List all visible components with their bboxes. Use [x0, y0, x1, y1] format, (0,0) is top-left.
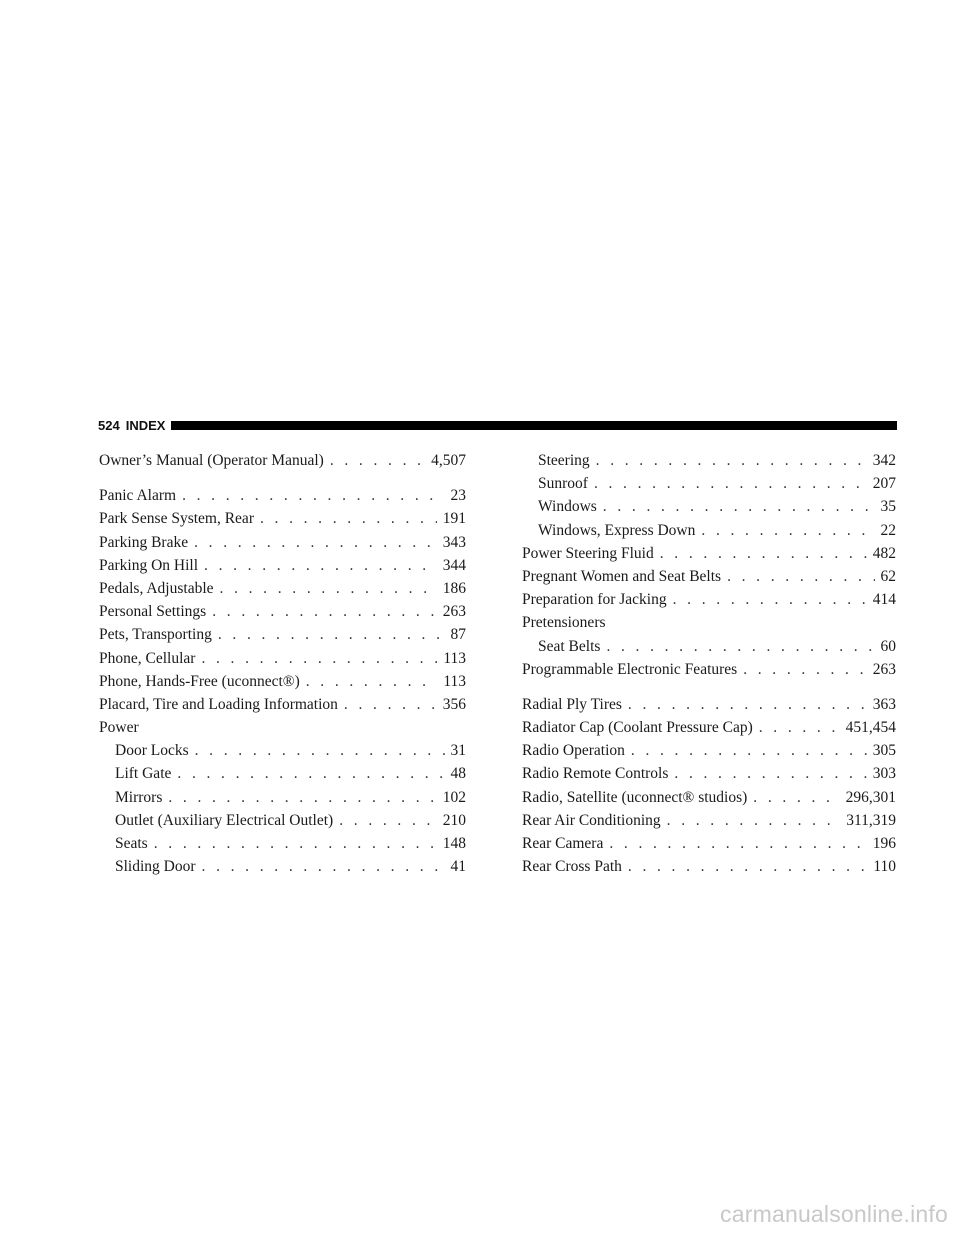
leader-dots	[154, 832, 437, 855]
entry-label: Mirrors	[115, 788, 163, 806]
index-entry	[522, 739, 896, 762]
entry-page: 207	[872, 475, 896, 493]
entry-label: Seat Belts	[538, 637, 601, 655]
index-entry	[522, 449, 896, 472]
index-entry	[99, 449, 466, 472]
index-entry	[99, 786, 466, 809]
entry-page: 35	[880, 498, 896, 516]
entry-label: Power	[99, 719, 139, 737]
entry-page: 22	[880, 521, 896, 539]
leader-dots	[609, 832, 866, 855]
index-entry	[522, 693, 896, 716]
leader-dots	[701, 519, 874, 542]
entry-label: Programmable Electronic Features	[522, 660, 738, 678]
index-entry	[99, 855, 466, 878]
index-entry	[99, 484, 466, 507]
index-entry	[99, 809, 466, 832]
leader-dots	[603, 495, 875, 518]
index-entry	[99, 647, 466, 670]
index-entry	[99, 670, 466, 693]
entry-page: 148	[442, 835, 466, 852]
leader-dots	[631, 739, 867, 762]
leader-dots	[628, 855, 867, 878]
index-entry	[522, 519, 896, 542]
entry-label: Pretensioners	[522, 614, 606, 632]
leader-dots	[628, 693, 867, 716]
index-entry	[99, 693, 466, 716]
leader-dots	[202, 855, 445, 878]
leader-dots	[306, 670, 438, 693]
index-entry	[99, 832, 466, 855]
entry-label: Parking On Hill	[99, 556, 199, 574]
leader-dots	[660, 542, 867, 565]
section-title: INDEX	[125, 417, 166, 433]
leader-dots	[674, 762, 866, 785]
index-entry	[522, 786, 896, 809]
entry-page: 303	[872, 765, 896, 783]
page-header	[98, 417, 897, 433]
index-entry	[522, 495, 896, 518]
index-entry	[99, 716, 466, 739]
entry-label: Sliding Door	[115, 858, 196, 876]
index-entry	[522, 635, 896, 658]
entry-label: Rear Cross Path	[522, 858, 622, 876]
entry-label: Radial Ply Tires	[522, 695, 622, 713]
entry-label: Rear Air Conditioning	[522, 811, 661, 829]
index-entry	[522, 716, 896, 739]
page-number: 524	[98, 417, 120, 433]
entry-page: 102	[442, 788, 466, 806]
entry-label: Panic Alarm	[99, 487, 177, 505]
leader-dots	[727, 565, 874, 588]
index-entry	[522, 542, 896, 565]
leader-dots	[204, 554, 437, 577]
entry-page: 113	[443, 672, 466, 690]
entry-label: Seats	[115, 835, 148, 852]
entry-page: 414	[872, 591, 896, 609]
entry-label: Parking Brake	[99, 533, 189, 551]
entry-label: Power Steering Fluid	[522, 544, 654, 562]
entry-page: 113	[443, 649, 466, 667]
leader-dots	[753, 786, 839, 809]
entry-page: 62	[880, 567, 896, 585]
leader-dots	[667, 809, 841, 832]
entry-label: Owner’s Manual (Operator Manual)	[99, 452, 324, 469]
entry-page: 263	[872, 660, 896, 678]
index-entry	[99, 577, 466, 600]
index-entry	[99, 531, 466, 554]
index-entry	[522, 809, 896, 832]
index-entry	[99, 507, 466, 530]
index-entry	[522, 855, 896, 878]
leader-dots	[218, 623, 445, 646]
header-rule	[171, 421, 897, 430]
leader-dots	[344, 693, 437, 716]
entry-page: 356	[442, 695, 466, 713]
entry-label: Windows, Express Down	[538, 521, 696, 539]
entry-label: Pedals, Adjustable	[99, 579, 214, 597]
index-entry	[522, 472, 896, 495]
leader-dots	[673, 588, 867, 611]
leader-dots	[606, 635, 874, 658]
entry-page: 48	[450, 765, 466, 783]
leader-dots	[339, 809, 437, 832]
watermark: carmanualsonline.info	[720, 1201, 948, 1227]
entry-page: 23	[450, 487, 466, 505]
entry-page: 363	[872, 695, 896, 713]
leader-dots	[594, 472, 867, 495]
entry-page: 60	[880, 637, 896, 655]
entry-label: Phone, Hands-Free (uconnect®)	[99, 672, 300, 690]
entry-page: 31	[450, 742, 466, 760]
entry-gap	[99, 472, 466, 484]
index-column-right	[522, 449, 896, 878]
leader-dots	[194, 531, 437, 554]
index-entry	[99, 762, 466, 785]
leader-dots	[168, 786, 436, 809]
entry-page: 41	[450, 858, 466, 876]
entry-label: Park Sense System, Rear	[99, 510, 254, 528]
entry-label: Phone, Cellular	[99, 649, 196, 667]
leader-dots	[220, 577, 437, 600]
leader-dots	[182, 484, 444, 507]
leader-dots	[260, 507, 437, 530]
leader-dots	[195, 739, 445, 762]
entry-label: Radio, Satellite (uconnect® studios)	[522, 788, 748, 806]
entry-label: Personal Settings	[99, 603, 207, 621]
entry-label: Radiator Cap (Coolant Pressure Cap)	[522, 719, 753, 737]
entry-page: 344	[442, 556, 466, 574]
entry-page: 342	[872, 452, 896, 469]
entry-page: 343	[442, 533, 466, 551]
entry-page: 87	[450, 626, 466, 644]
entry-page: 110	[873, 858, 896, 876]
leader-dots	[759, 716, 840, 739]
entry-label: Pregnant Women and Seat Belts	[522, 567, 722, 585]
entry-page: 305	[872, 742, 896, 760]
leader-dots	[743, 658, 867, 681]
index-entry	[522, 832, 896, 855]
entry-label: Door Locks	[115, 742, 189, 760]
index-entry	[522, 611, 896, 634]
entry-page: 451,454	[845, 719, 896, 737]
leader-dots	[212, 600, 437, 623]
entry-page: 186	[442, 579, 466, 597]
entry-label: Radio Operation	[522, 742, 625, 760]
index-entry	[99, 600, 466, 623]
leader-dots	[201, 647, 437, 670]
index-entry	[522, 762, 896, 785]
entry-gap	[522, 681, 896, 693]
entry-label: Preparation for Jacking	[522, 591, 667, 609]
index-entry	[522, 588, 896, 611]
entry-label: Sunroof	[538, 475, 588, 493]
entry-page: 263	[442, 603, 466, 621]
entry-page: 482	[872, 544, 896, 562]
entry-page: 296,301	[845, 788, 896, 806]
leader-dots	[177, 762, 444, 785]
entry-label: Windows	[538, 498, 597, 516]
entry-label: Pets, Transporting	[99, 626, 212, 644]
entry-label: Radio Remote Controls	[522, 765, 669, 783]
index-entry	[99, 739, 466, 762]
index-column-left	[99, 449, 466, 878]
entry-label: Outlet (Auxiliary Electrical Outlet)	[115, 811, 334, 829]
entry-page: 210	[442, 811, 466, 829]
entry-page: 4,507	[431, 452, 466, 469]
entry-label: Lift Gate	[115, 765, 172, 783]
leader-dots	[330, 449, 425, 472]
index-entry	[522, 658, 896, 681]
entry-label: Steering	[538, 452, 590, 469]
entry-label: Rear Camera	[522, 835, 604, 852]
index-entry	[99, 623, 466, 646]
entry-page: 196	[872, 835, 896, 852]
leader-dots	[596, 449, 867, 472]
entry-page: 191	[442, 510, 466, 528]
index-entry	[99, 554, 466, 577]
entry-page: 311,319	[846, 811, 896, 829]
entry-label: Placard, Tire and Loading Information	[99, 695, 338, 713]
index-entry	[522, 565, 896, 588]
